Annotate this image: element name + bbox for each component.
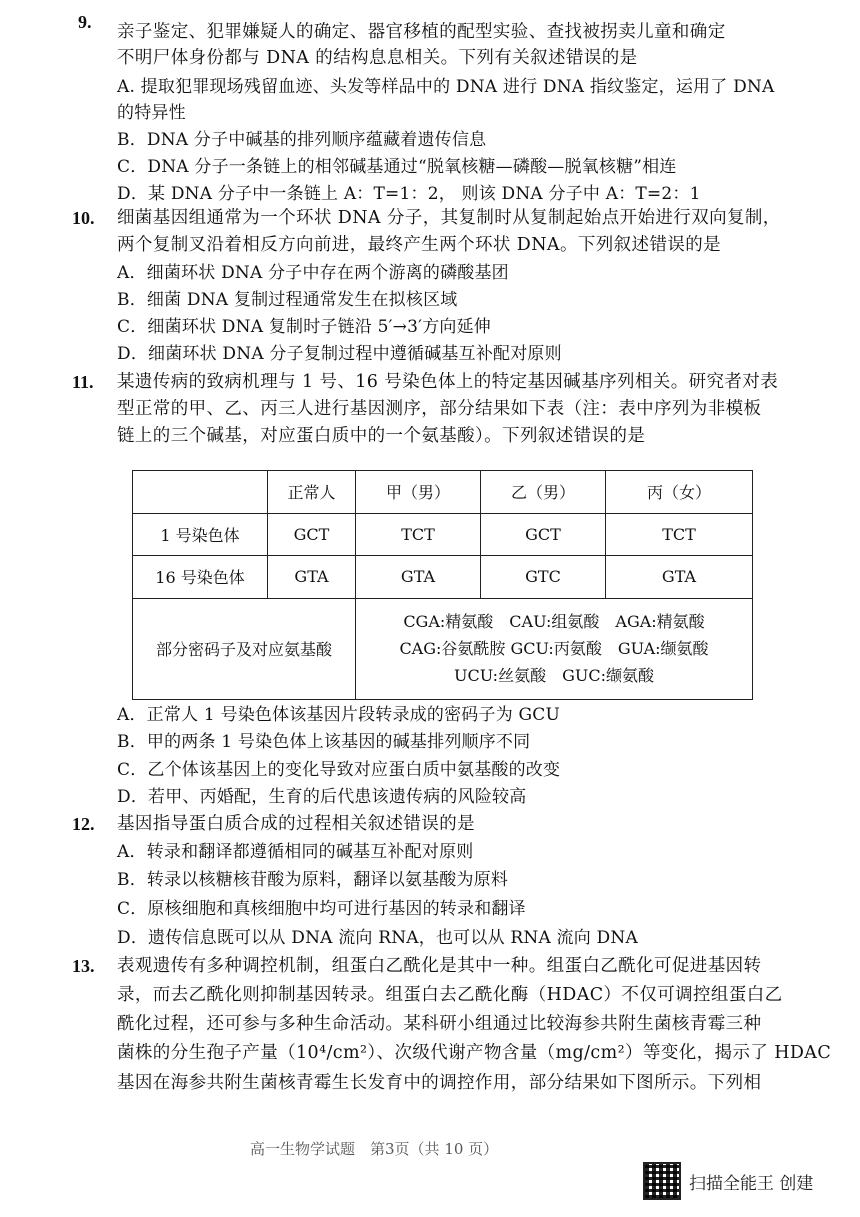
question-number: 9. [78, 12, 92, 32]
option-c: C．原核细胞和真核细胞中均可进行基因的转录和翻译 [117, 899, 526, 919]
codon-label: 部分密码子及对应氨基酸 [133, 598, 356, 699]
option-c: C．细菌环状 DNA 复制时子链沿 5′→3′方向延伸 [117, 317, 491, 337]
question-number: 12. [72, 814, 95, 834]
question-stem: 型正常的甲、乙、丙三人进行基因测序，部分结果如下表（注：表中序列为非模板 [117, 399, 762, 419]
option-a: A．转录和翻译都遵循相同的碱基互补配对原则 [117, 842, 474, 862]
option-d: D．遗传信息既可以从 DNA 流向 RNA，也可以从 RNA 流向 DNA [117, 928, 638, 948]
option-a: A．正常人 1 号染色体该基因片段转录成的密码子为 GCU [117, 705, 561, 725]
option-d: D．细菌环状 DNA 分子复制过程中遵循碱基互补配对原则 [117, 344, 562, 364]
question-number: 11. [72, 372, 94, 392]
gene-sequence-table [132, 470, 753, 700]
table-row [133, 513, 753, 556]
option-c: C．乙个体该基因上的变化导致对应蛋白质中氨基酸的改变 [117, 760, 561, 780]
table-header-cell: 甲（男） [356, 471, 481, 514]
table-cell: GCT [481, 513, 606, 556]
option-c: C．DNA 分子一条链上的相邻碱基通过“脱氧核糖—磷酸—脱氧核糖”相连 [117, 157, 677, 177]
question-stem: 酰化过程，还可参与多种生命活动。某科研小组通过比较海参共附生菌核青霉三种 [117, 1014, 762, 1034]
question-stem: 链上的三个碱基，对应蛋白质中的一个氨基酸）。下列叙述错误的是 [117, 426, 646, 446]
question-stem: 不明尸体身份都与 DNA 的结构息息相关。下列有关叙述错误的是 [117, 48, 638, 68]
table-cell: GTC [481, 556, 606, 599]
option-b: B．转录以核糖核苷酸为原料，翻译以氨基酸为原料 [117, 870, 509, 890]
question-stem: 两个复制叉沿着相反方向前进，最终产生两个环状 DNA。下列叙述错误的是 [117, 235, 722, 255]
question-stem: 基因指导蛋白质合成的过程相关叙述错误的是 [117, 814, 475, 834]
question-stem: 菌株的分生孢子产量（10⁴/cm²）、次级代谢产物含量（mg/cm²）等变化，揭示了 HDAC [117, 1043, 832, 1063]
table-cell: 1 号染色体 [133, 513, 268, 556]
question-stem: 表观遗传有多种调控机制，组蛋白乙酰化是其中一种。组蛋白乙酰化可促进基因转 [117, 956, 762, 976]
question-stem: 基因在海参共附生菌核青霉生长发育中的调控作用，部分结果如下图所示。下列相 [117, 1073, 762, 1093]
scanner-label: 扫描全能王 创建 [689, 1173, 814, 1194]
option-b: B．DNA 分子中碱基的排列顺序蕴藏着遗传信息 [117, 130, 487, 150]
question-number: 10. [72, 208, 95, 228]
table-header-cell: 正常人 [268, 471, 356, 514]
table-cell: TCT [356, 513, 481, 556]
question-stem: 亲子鉴定、犯罪嫌疑人的确定、器官移植的配型实验、查找被拐卖儿童和确定 [117, 22, 726, 42]
table-cell: GCT [268, 513, 356, 556]
option-a: A．细菌环状 DNA 分子中存在两个游离的磷酸基团 [117, 263, 509, 283]
codon-line: CGA:精氨酸 CAU:组氨酸 AGA:精氨酸 [403, 612, 705, 632]
table-header-cell [133, 471, 268, 514]
question-stem: 录，而去乙酰化则抑制基因转录。组蛋白去乙酰化酶（HDAC）不仅可调控组蛋白乙 [117, 985, 783, 1005]
codon-line: CAG:谷氨酰胺 GCU:丙氨酸 GUA:缬氨酸 [399, 639, 709, 659]
codon-row [133, 598, 753, 699]
codon-line: UCU:丝氨酸 GUC:缬氨酸 [454, 666, 654, 686]
page-footer: 高一生物学试题 第3页（共 10 页） [250, 1140, 499, 1158]
table-cell: GTA [356, 556, 481, 599]
table-cell: GTA [606, 556, 753, 599]
option-a-cont: 的特异性 [117, 103, 186, 123]
option-b: B．甲的两条 1 号染色体上该基因的碱基排列顺序不同 [117, 732, 531, 752]
option-b: B．细菌 DNA 复制过程通常发生在拟核区域 [117, 290, 458, 310]
question-number: 13. [72, 956, 95, 976]
option-d: D．某 DNA 分子中一条链上 A：T=1：2， 则该 DNA 分子中 A：T=2：1 [117, 184, 701, 204]
scanner-watermark [643, 1162, 813, 1200]
option-a: A. 提取犯罪现场残留血迹、头发等样品中的 DNA 进行 DNA 指纹鉴定，运用了 DNA [117, 77, 775, 97]
codon-list [356, 598, 753, 699]
question-stem: 某遗传病的致病机理与 1 号、16 号染色体上的特定基因碱基序列相关。研究者对表 [117, 372, 779, 392]
table-cell: GTA [268, 556, 356, 599]
table-header-row [133, 471, 753, 514]
table-row [133, 556, 753, 599]
qr-code-icon [643, 1162, 681, 1200]
table-cell: 16 号染色体 [133, 556, 268, 599]
table-header-cell: 丙（女） [606, 471, 753, 514]
table-cell: TCT [606, 513, 753, 556]
table-header-cell: 乙（男） [481, 471, 606, 514]
option-d: D．若甲、丙婚配，生育的后代患该遗传病的风险较高 [117, 787, 527, 807]
question-stem: 细菌基因组通常为一个环状 DNA 分子，其复制时从复制起始点开始进行双向复制， [117, 208, 781, 228]
